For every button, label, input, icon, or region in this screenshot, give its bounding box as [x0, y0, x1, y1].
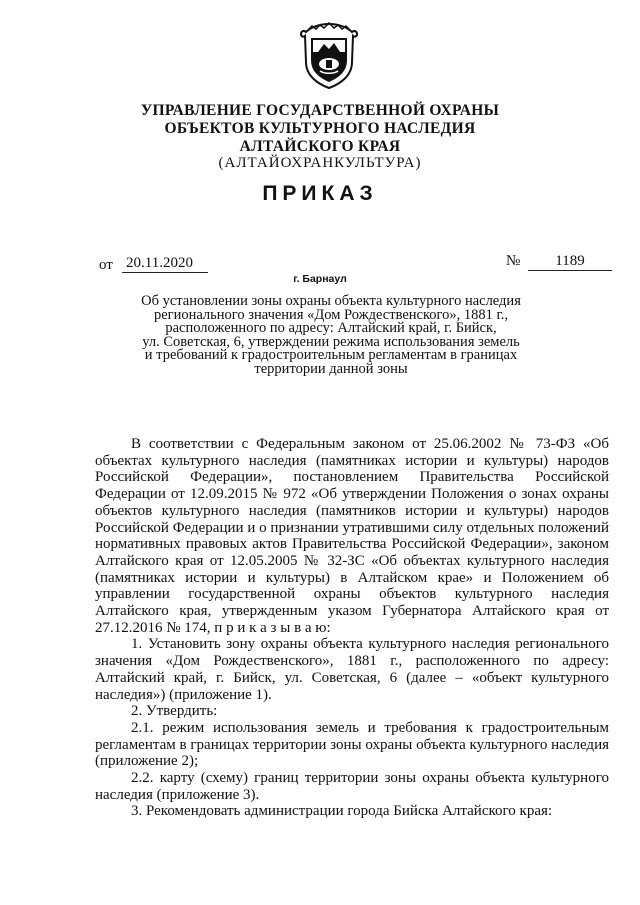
subject-line: территории данной зоны: [254, 360, 408, 377]
preamble-paragraph: В соответствии с Федеральным законом от 25.06.2002 № 73-ФЗ «Об объектах культурного наследия (памятниках истории и культуры) народов Российской Федерации», постановлением Правительства Российской Федерации от 12.09.2015 № 972 «Об утверждении Положения о зонах охраны объектов культурного наследия (памятников истории и культуры) народов Российской Федерации и о признании утратившими силу отдельных положений нормативных правовых актов Правительства Российской Федерации», законом Алтайского края от 12.05.2005 № 32-ЗС «Об объектах культурного наследия (памятниках истории и культуры) в Алтайском крае» и Положением об управлении государственной охраны объектов культурного наследия Алтайского края, утвержденным указом Губернатора Алтайского края от 27.12.2016 № 174, п р и к а з ы в а ю:: [95, 436, 609, 636]
document-body: [95, 436, 609, 820]
subject-line: Об установлении зоны охраны объекта культурного наследия: [141, 293, 521, 309]
document-subject: [120, 295, 542, 377]
org-name-line-3: АЛТАЙСКОГО КРАЯ: [239, 138, 401, 155]
date-label: от: [99, 257, 113, 273]
subject-line: расположенного по адресу: Алтайский край, г. Бийск,: [165, 320, 497, 337]
org-name-line-1: УПРАВЛЕНИЕ ГОСУДАРСТВЕННОЙ ОХРАНЫ: [140, 102, 500, 119]
subject-line: ул. Советская, 6, утверждении режима использования земель: [142, 333, 520, 350]
order-item-1: 1. Установить зону охраны объекта культурного наследия регионального значения «Дом Рождественского», 1881 г., расположенного по адресу: Алтайский край, г. Бийск, ул. Советская, 6 (далее – «объект культурного наследия») (приложение 1).: [95, 636, 609, 703]
org-name-line-2: ОБЪЕКТОВ КУЛЬТУРНОГО НАСЛЕДИЯ: [164, 120, 476, 137]
order-item-2: 2. Утвердить:: [131, 703, 218, 720]
document-date: 20.11.2020: [122, 255, 208, 273]
subject-line: и требований к градостроительным регламентам в границах: [144, 347, 518, 364]
document-number: 1189: [528, 253, 612, 271]
order-item-3: 3. Рекомендовать администрации города Бийска Алтайского края:: [131, 803, 553, 820]
city-name: г. Барнаул: [293, 273, 347, 285]
coat-of-arms-icon: [298, 22, 360, 90]
subject-line: регионального значения «Дом Рождественского», 1881 г.,: [153, 306, 509, 323]
document-title: ПРИКАЗ: [262, 182, 378, 205]
order-item-2-1: 2.1. режим использования земель и требования к градостроительным регламентам в границах территории зоны охраны объекта культурного наследия (приложение 2);: [95, 719, 609, 770]
number-label: №: [506, 253, 521, 269]
order-item-2-2: 2.2. карту (схему) границ территории зоны охраны объекта культурного наследия (приложение 3).: [95, 770, 609, 803]
org-short-name: (АЛТАЙОХРАНКУЛЬТУРА): [218, 155, 422, 171]
